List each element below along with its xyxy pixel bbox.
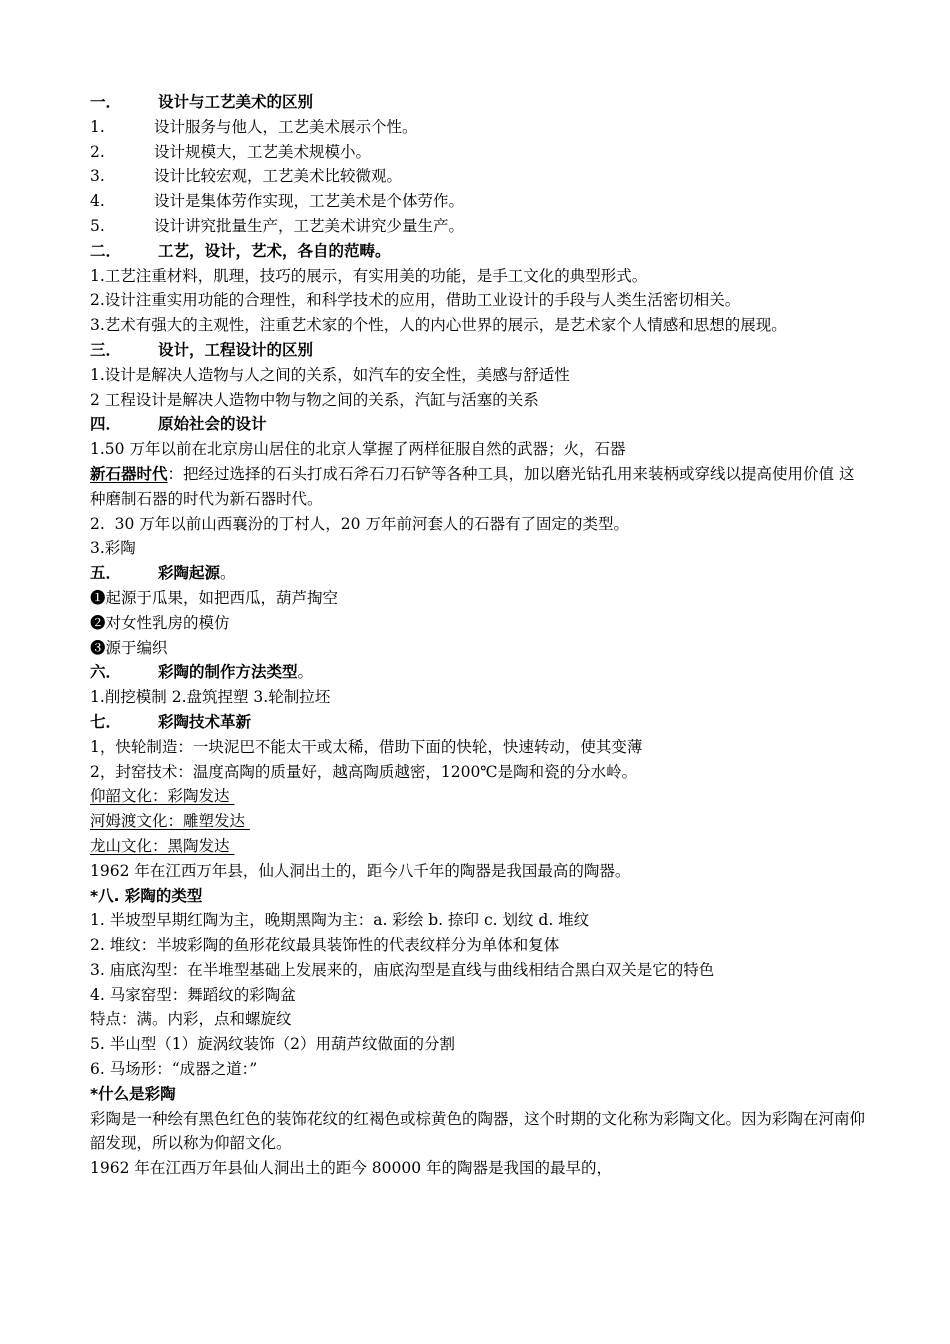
paragraph: 1.工艺注重材料，肌理，技巧的展示，有实用美的功能，是手工文化的典型形式。 [90, 266, 648, 285]
list-item: ❶起源于瓜果，如把西瓜，葫芦掏空 [90, 588, 339, 607]
culture-line: 河姆渡文化：雕塑发达 [90, 812, 250, 831]
paragraph: 3.艺术有强大的主观性，注重艺术家的个性，人的内心世界的展示，是艺术家个人情感和思想的展现。 [90, 316, 787, 335]
culture-line: 龙山文化：黑陶发达 [90, 836, 235, 855]
list-item: 4. 设计是集体劳作实现，工艺美术是个体劳作。 [90, 192, 465, 211]
paragraph: 1.设计是解决人造物与人之间的关系，如汽车的安全性，美感与舒适性 [90, 365, 570, 384]
list-item: ❷对女性乳房的模仿 [90, 613, 230, 632]
section-4-heading: 四． 原始社会的设计 [90, 415, 267, 434]
list-item: ❸源于编织 [90, 638, 168, 657]
section-9-heading: *什么是彩陶 [90, 1084, 176, 1103]
paragraph: 1，快轮制造：一块泥巴不能太干或太稀，借助下面的快轮，快速转动，使其变薄 [90, 737, 643, 756]
list-item: 特点：满。内彩，点和螺旋纹 [90, 1010, 292, 1029]
term-definition: 新石器时代：把经过选择的石头打成石斧石刀石铲等各种工具，加以磨光钻孔用来装柄或穿线以提高使用价值 这种磨制石器的时代为新石器时代。 [90, 464, 855, 508]
paragraph: 3.彩陶 [90, 539, 136, 558]
section-7-heading: 七． 彩陶技术革新 [90, 712, 252, 731]
paragraph: 1962 年在江西万年县仙人洞出土的距今 80000 年的陶器是我国的最早的， [90, 1159, 613, 1178]
list-item: 1. 半坡型早期红陶为主，晚期黑陶为主：a. 彩绘 b. 捺印 c. 划纹 d. 堆纹 [90, 911, 590, 930]
section-1-heading: 一． 设计与工艺美术的区别 [90, 93, 314, 111]
document-page [90, 90, 865, 1181]
list-item: 5. 设计讲究批量生产，工艺美术讲究少量生产。 [90, 216, 465, 235]
list-item: 6. 马场形：“成器之道：” [90, 1060, 258, 1079]
list-item: 2. 设计规模大，工艺美术规模小。 [90, 142, 372, 161]
section-6-heading: 六． 彩陶的制作方法类型。 [90, 663, 314, 682]
paragraph: 2. 30 万年以前山西襄汾的丁村人，20 万年前河套人的石器有了固定的类型。 [90, 514, 629, 533]
list-item: 5. 半山型（1）旋涡纹装饰（2）用葫芦纹做面的分割 [90, 1035, 455, 1054]
list-item: 1. 设计服务与他人，工艺美术展示个性。 [90, 117, 418, 136]
paragraph: 彩陶是一种绘有黑色红色的装饰花纹的红褐色或棕黄色的陶器，这个时期的文化称为彩陶文化。因为彩陶在河南仰韶发现，所以称为仰韶文化。 [90, 1109, 866, 1153]
section-2-heading: 二． 工艺，设计，艺术，各自的范畴。 [90, 241, 391, 260]
list-item: 3. 设计比较宏观，工艺美术比较微观。 [90, 167, 403, 186]
paragraph: 2 工程设计是解决人造物中物与物之间的关系，汽缸与活塞的关系 [90, 390, 539, 409]
paragraph: 1.50 万年以前在北京房山居住的北京人掌握了两样征服自然的武器；火，石器 [90, 440, 626, 459]
term-neolithic: 新石器时代 [90, 464, 168, 483]
section-3-heading: 三． 设计，工程设计的区别 [90, 340, 314, 359]
list-item: 3. 庙底沟型：在半堆型基础上发展来的，庙底沟型是直线与曲线相结合黑白双关是它的特色 [90, 960, 715, 979]
list-item: 2. 堆纹：半坡彩陶的鱼形花纹最具装饰性的代表纹样分为单体和复体 [90, 936, 560, 955]
list-item: 4. 马家窑型：舞蹈纹的彩陶盆 [90, 985, 296, 1004]
paragraph: 1.削挖模制 2.盘筑捏塑 3.轮制拉坯 [90, 688, 331, 707]
culture-line: 仰韶文化：彩陶发达 [90, 787, 235, 806]
paragraph: 2.设计注重实用功能的合理性，和科学技术的应用，借助工业设计的手段与人类生活密切相关。 [90, 291, 741, 310]
section-5-heading: 五． 彩陶起源。 [90, 564, 236, 583]
section-8-heading: *八. 彩陶的类型 [90, 886, 203, 905]
paragraph: 1962 年在江西万年县，仙人洞出土的，距今八千年的陶器是我国最高的陶器。 [90, 861, 631, 880]
paragraph: 2，封窑技术：温度高陶的质量好，越高陶质越密，1200℃是陶和瓷的分水岭。 [90, 762, 638, 781]
